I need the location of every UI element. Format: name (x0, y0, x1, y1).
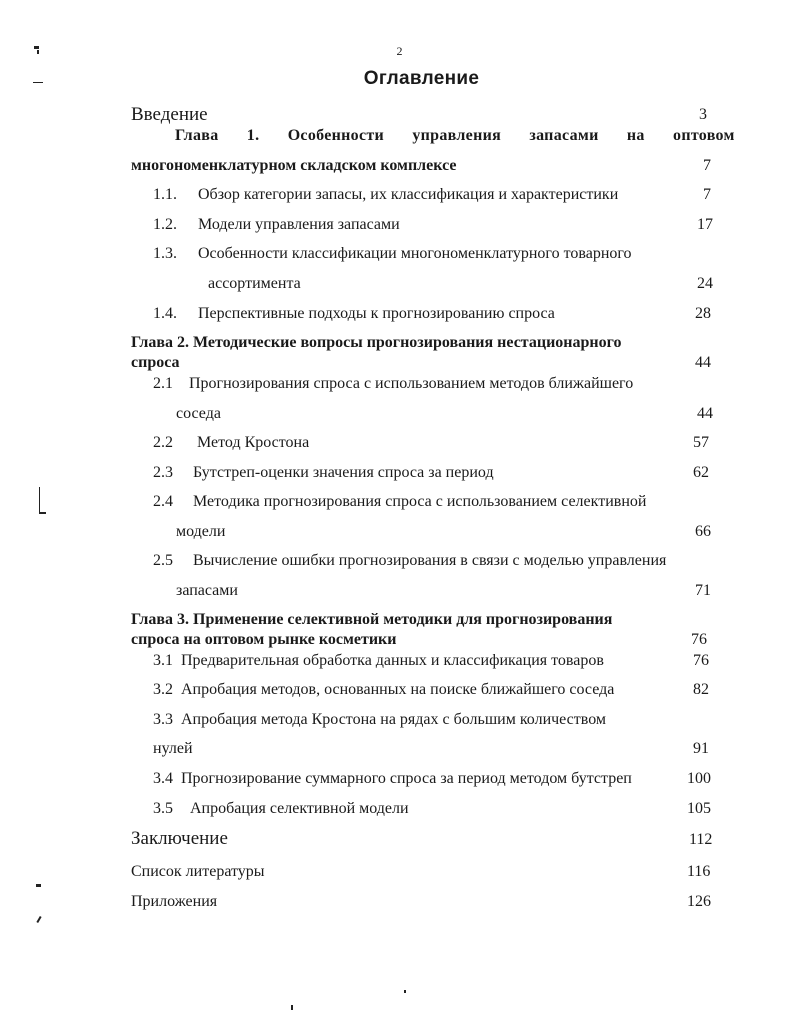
toc-entry-appendix[interactable] (0, 893, 799, 917)
toc-item-2-5-cont[interactable] (0, 582, 799, 606)
toc-item-2-1-cont[interactable] (0, 405, 799, 429)
toc-page: 44 (695, 354, 711, 371)
toc-number: 3.1 (153, 652, 173, 669)
toc-label: Вычисление ошибки прогнозирования в связи с моделью управления (193, 552, 667, 569)
toc-page: 116 (687, 863, 711, 880)
toc-number: 1.3. (153, 245, 177, 262)
toc-item-3-4[interactable] (0, 770, 799, 794)
scan-speck (404, 990, 406, 993)
toc-number: 2.2 (153, 434, 173, 451)
toc-page: 44 (697, 405, 713, 422)
toc-page: 100 (687, 770, 711, 787)
page-number: 2 (396, 44, 403, 58)
toc-page: 57 (693, 434, 709, 451)
toc-chapter-1[interactable] (0, 157, 799, 181)
toc-number: 1.4. (153, 305, 177, 322)
scan-speck (39, 512, 46, 514)
toc-number: 3.5 (153, 800, 173, 817)
toc-label: Модели управления запасами (198, 216, 400, 233)
toc-item-2-2[interactable] (0, 434, 799, 458)
toc-entry-references[interactable] (0, 863, 799, 887)
toc-label: многономенклатурном складском комплексе (131, 157, 457, 174)
toc-number: 1.2. (153, 216, 177, 233)
toc-item-2-1[interactable] (0, 375, 799, 399)
toc-page: 76 (693, 652, 709, 669)
toc-label: нулей (153, 740, 193, 757)
scan-speck (37, 50, 39, 54)
toc-page: 17 (697, 216, 713, 233)
toc-page: 66 (695, 523, 711, 540)
toc-label: Приложения (131, 893, 218, 910)
toc-label: Заключение (131, 828, 228, 849)
toc-label: спроса (131, 354, 180, 371)
toc-page: 82 (693, 681, 709, 698)
toc-chapter-1-title-line1[interactable] (0, 127, 799, 151)
toc-label: Апробация методов, основанных на поиске ближайшего соседа (181, 681, 615, 698)
toc-label: Апробация селективной модели (190, 800, 409, 817)
toc-label: Введение (131, 104, 208, 125)
toc-label: Прогнозирование суммарного спроса за период методом бутстреп (181, 770, 632, 787)
toc-item-2-5[interactable] (0, 552, 799, 576)
toc-number: 2.5 (153, 552, 173, 569)
toc-number: 3.3 (153, 711, 173, 728)
toc-label: Метод Кростона (197, 434, 310, 451)
toc-item-3-5[interactable] (0, 800, 799, 824)
toc-label: Прогнозирования спроса с использованием методов ближайшего (189, 375, 634, 392)
toc-label: Обзор категории запасы, их классификация и характеристики (198, 186, 619, 203)
toc-label: Глава 2. Методические вопросы прогнозирования нестационарного (131, 334, 622, 351)
toc-page: 91 (693, 740, 709, 757)
toc-item-1-2[interactable] (0, 216, 799, 240)
toc-item-3-3[interactable] (0, 711, 799, 735)
toc-number: 2.3 (153, 464, 173, 481)
toc-label: Методика прогнозирования спроса с использованием селективной (193, 493, 647, 510)
toc-page: 7 (703, 186, 711, 203)
toc-label: модели (176, 523, 226, 540)
toc-number: 2.1 (153, 375, 173, 392)
toc-item-2-4-cont[interactable] (0, 523, 799, 547)
toc-item-1-3-cont[interactable] (0, 275, 799, 299)
toc-number: 3.2 (153, 681, 173, 698)
toc-page: 126 (687, 893, 711, 910)
toc-item-1-1[interactable] (0, 186, 799, 210)
toc-label: Предварительная обработка данных и классификация товаров (181, 652, 604, 669)
scan-speck (34, 46, 39, 49)
toc-item-1-4[interactable] (0, 305, 799, 329)
toc-label: Апробация метода Кростона на рядах с большим количеством (181, 711, 607, 728)
toc-number: 3.4 (153, 770, 173, 787)
toc-item-2-3[interactable] (0, 464, 799, 488)
toc-item-2-4[interactable] (0, 493, 799, 517)
toc-page: 76 (691, 631, 707, 648)
toc-entry-intro[interactable] (0, 104, 799, 128)
toc-item-3-3-cont[interactable] (0, 740, 799, 764)
toc-label: соседа (176, 405, 221, 422)
toc-label: Глава 1. Особенности управления запасами на оптовом (175, 127, 735, 144)
toc-page: 62 (693, 464, 709, 481)
toc-page: 3 (699, 106, 707, 123)
toc-label: ассортимента (208, 275, 301, 292)
scan-speck (291, 1005, 293, 1010)
toc-page: 24 (697, 275, 713, 292)
toc-label: Особенности классификации многономенклатурного товарного (198, 245, 632, 262)
scan-speck (36, 916, 41, 923)
toc-label: спроса на оптовом рынке косметики (131, 631, 397, 648)
toc-entry-conclusion[interactable] (0, 828, 799, 852)
scan-speck (39, 487, 40, 513)
toc-page: 105 (687, 800, 711, 817)
toc-label: запасами (176, 582, 238, 599)
toc-page: 28 (695, 305, 711, 322)
toc-number: 1.1. (153, 186, 177, 203)
toc-label: Список литературы (131, 863, 265, 880)
scan-speck (36, 884, 41, 887)
toc-label: Бутстреп-оценки значения спроса за период (193, 464, 494, 481)
toc-item-1-3[interactable] (0, 245, 799, 269)
toc-label: Глава 3. Применение селективной методики для прогнозирования (131, 611, 613, 628)
scan-speck (33, 82, 43, 83)
toc-item-3-2[interactable] (0, 681, 799, 705)
toc-number: 2.4 (153, 493, 173, 510)
page-title: Оглавление (363, 68, 480, 89)
toc-page: 71 (695, 582, 711, 599)
toc-page: 112 (689, 831, 713, 848)
toc-label: Перспективные подходы к прогнозированию спроса (198, 305, 555, 322)
toc-item-3-1[interactable] (0, 652, 799, 676)
toc-page: 7 (703, 157, 711, 174)
